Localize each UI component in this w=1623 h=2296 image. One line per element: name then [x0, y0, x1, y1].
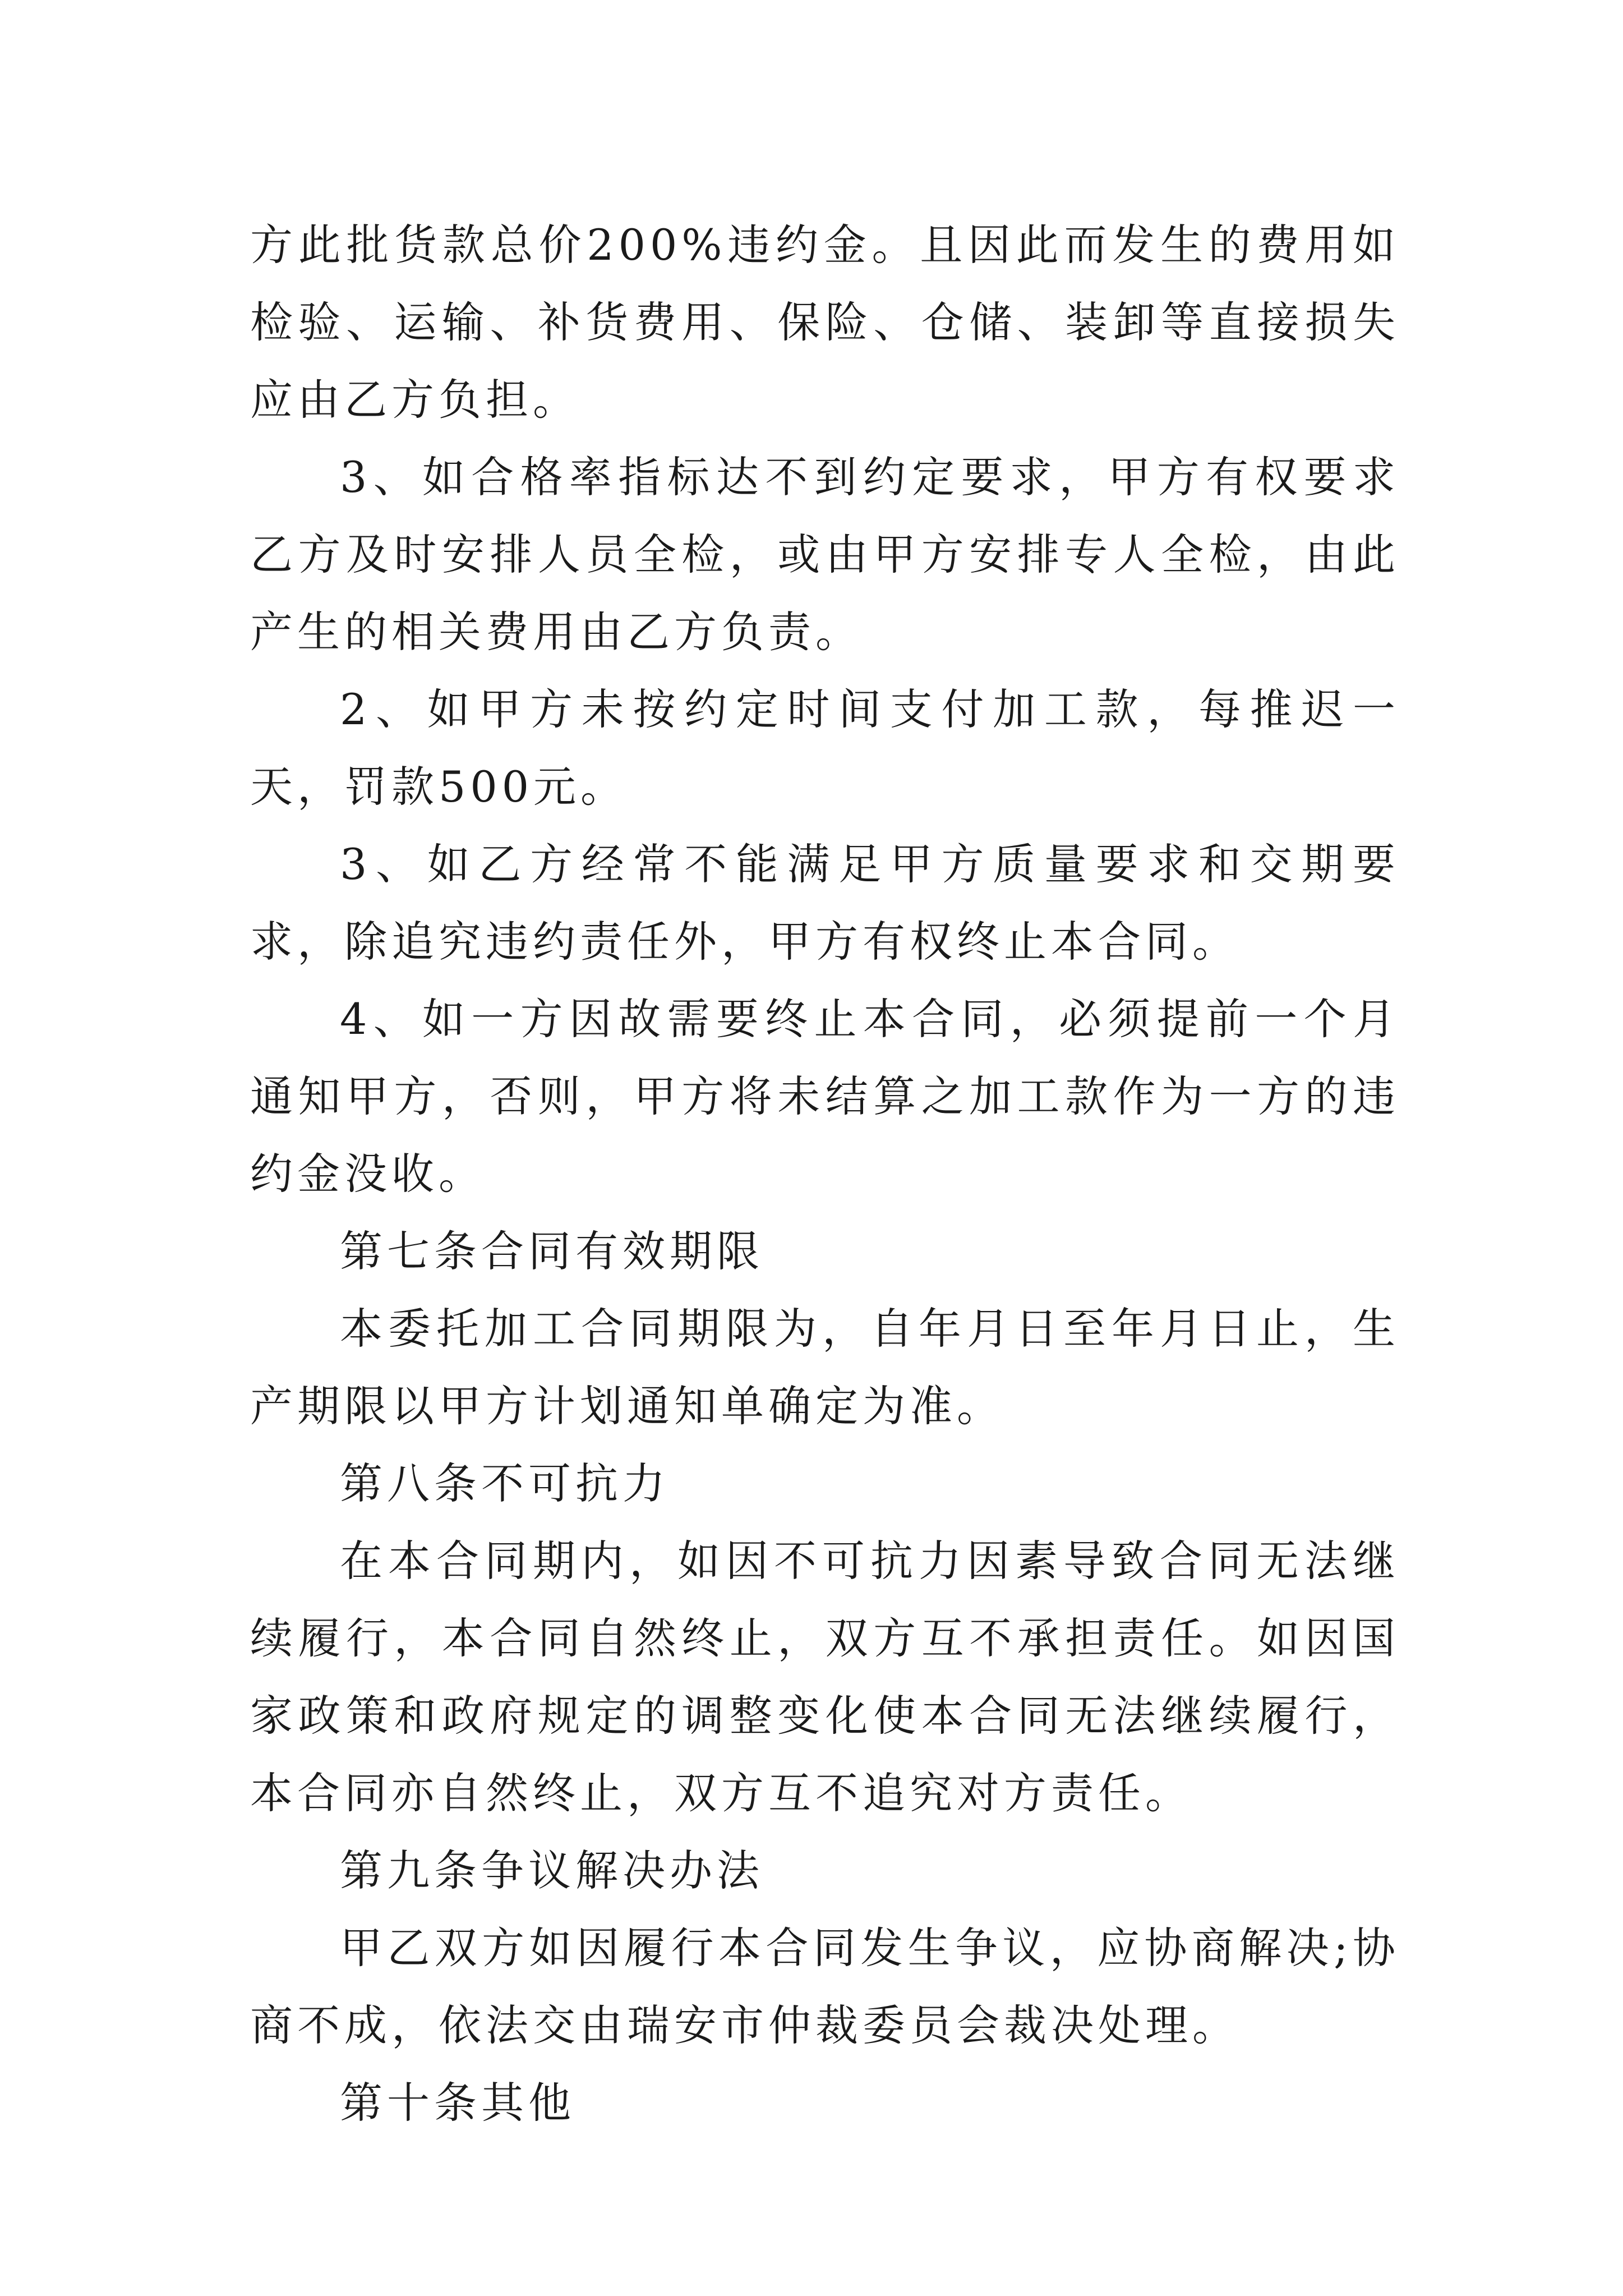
paragraph-dispute-resolution: 甲乙双方如因履行本合同发生争议，应协商解决;协商不成，依法交由瑞安市仲裁委员会裁决处理。: [250, 1923, 1400, 2050]
section-heading-article-10: 第十条其他: [340, 2078, 575, 2128]
section-heading-article-9: 第九条争议解决办法: [340, 1846, 764, 1895]
paragraph-clause-3-pass-rate: 3、如合格率指标达不到约定要求，甲方有权要求乙方及时安排人员全检，或由甲方安排专人全检，由此产生的相关费用由乙方负责。: [250, 452, 1400, 657]
paragraph-clause-4-notice: 4、如一方因故需要终止本合同，必须提前一个月通知甲方，否则，甲方将未结算之加工款作为一方的违约金没收。: [250, 994, 1400, 1199]
paragraph-penalty-continued: 方此批货款总价200%违约金。且因此而发生的费用如检验、运输、补货费用、保险、仓储、装卸等直接损失应由乙方负担。: [250, 220, 1400, 425]
section-heading-article-7: 第七条合同有效期限: [340, 1226, 764, 1276]
document-body: [250, 206, 1400, 2142]
paragraph-clause-3-termination: 3、如乙方经常不能满足甲方质量要求和交期要求，除追究违约责任外，甲方有权终止本合同。: [250, 839, 1400, 967]
paragraph-force-majeure: 在本合同期内，如因不可抗力因素导致合同无法继续履行，本合同自然终止，双方互不承担责任。如因国家政策和政府规定的调整变化使本合同无法继续履行，本合同亦自然终止，双方互不追究对方责任。: [250, 1536, 1400, 1818]
paragraph-contract-term: 本委托加工合同期限为，自年月日至年月日止，生产期限以甲方计划通知单确定为准。: [250, 1304, 1400, 1431]
section-heading-article-8: 第八条不可抗力: [340, 1458, 670, 1508]
paragraph-clause-2-late-payment: 2、如甲方未按约定时间支付加工款，每推迟一天，罚款500元。: [250, 684, 1400, 812]
